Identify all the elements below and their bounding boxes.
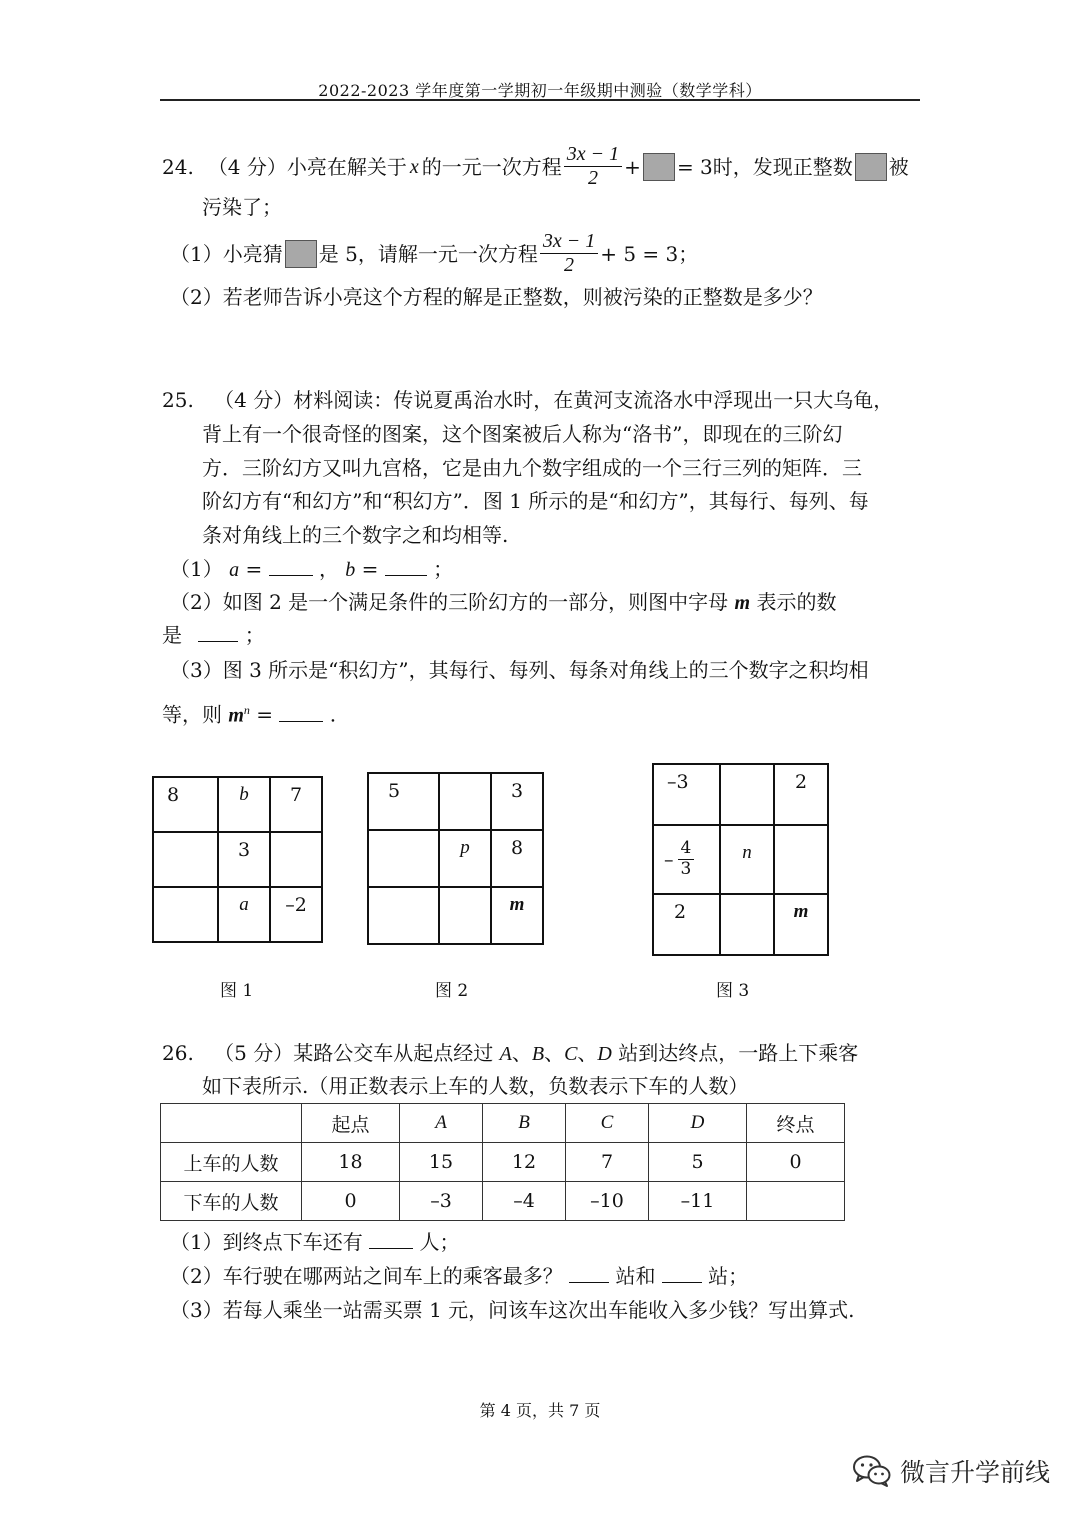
fig3-cell-fraction bbox=[653, 825, 720, 894]
q25-p2-end: ； bbox=[244, 623, 265, 647]
q26-sep: 、 bbox=[544, 1041, 565, 1065]
fig3-cell: m bbox=[774, 894, 828, 955]
q25-p1-end: ； bbox=[433, 557, 454, 581]
q25-p3-n: n bbox=[243, 703, 250, 717]
fig1-cell: 7 bbox=[270, 777, 322, 832]
q26-sep: 、 bbox=[511, 1041, 532, 1065]
q24-part1-fraction bbox=[540, 230, 598, 277]
q24-frac-num: 3x − 1 bbox=[564, 143, 622, 167]
q24-part1-frac-num: 3x − 1 bbox=[540, 230, 598, 254]
figure-2-magic-square bbox=[367, 772, 544, 945]
q24-part1-a: （1）小亮猜 bbox=[170, 241, 283, 266]
table-header-cell bbox=[161, 1104, 302, 1143]
stain-box bbox=[643, 153, 675, 181]
q24-fraction bbox=[564, 143, 622, 190]
q26-p2-and: 站和 bbox=[615, 1264, 656, 1288]
q25-line1 bbox=[162, 390, 893, 410]
fig2-cell: p bbox=[439, 830, 491, 887]
table-header-cell: 终点 bbox=[747, 1104, 845, 1143]
q25-p2-var-m: m bbox=[734, 592, 751, 614]
figure-2-caption: 图 2 bbox=[435, 981, 469, 1001]
q25-part2-line2 bbox=[162, 625, 265, 645]
q25-part1 bbox=[170, 559, 453, 580]
fig1-cell bbox=[153, 832, 218, 887]
table-row-label: 下车的人数 bbox=[161, 1182, 302, 1221]
fig1-cell bbox=[270, 832, 322, 887]
table-cell: 15 bbox=[400, 1143, 483, 1182]
fig2-cell: 8 bbox=[491, 830, 543, 887]
q25-part3-line1: （3）图 3 所示是“积幻方”，其每行、每列、每条对角线上的三个数字之积均相 bbox=[170, 658, 869, 682]
answer-blank-stop1[interactable] bbox=[569, 1282, 609, 1283]
q26-text-b: 站到达终点，一路上下乘客 bbox=[618, 1041, 859, 1065]
answer-blank-mn[interactable] bbox=[279, 721, 323, 722]
q25-line5: 条对角线上的三个数字之和均相等. bbox=[202, 523, 509, 547]
table-header-cell: D bbox=[649, 1104, 747, 1143]
fig2-cell: 3 bbox=[491, 773, 543, 830]
fig3-frac-den: 3 bbox=[680, 859, 692, 879]
q24-line1 bbox=[162, 143, 909, 190]
table-cell: –10 bbox=[566, 1182, 649, 1221]
fig1-cell: –2 bbox=[270, 887, 322, 942]
q25-p3-text: 等，则 bbox=[162, 702, 222, 727]
q25-p3-end: . bbox=[329, 702, 337, 727]
q25-p3-eq: = bbox=[256, 702, 280, 727]
q26-stop-d: D bbox=[597, 1043, 612, 1065]
table-cell bbox=[747, 1182, 845, 1221]
watermark-text: 微言升学前线 bbox=[899, 1458, 1050, 1487]
table-cell: 12 bbox=[483, 1143, 566, 1182]
fig3-cell: n bbox=[720, 825, 774, 894]
fig3-cell bbox=[774, 825, 828, 894]
fig2-cell bbox=[368, 887, 439, 944]
exam-title: 2022-2023 学年度第一学期初一年级期中测验（数学学科） bbox=[318, 81, 762, 100]
figure-1-magic-square bbox=[152, 776, 323, 943]
q24-line2: 污染了； bbox=[202, 195, 282, 219]
q25-line4: 阶幻方有“和幻方”和“积幻方”．图 1 所示的是“和幻方”，其每行、每列、每 bbox=[202, 489, 869, 513]
fig1-cell bbox=[153, 887, 218, 942]
bus-passenger-table bbox=[160, 1103, 845, 1221]
q24-text-d: 被 bbox=[888, 154, 909, 179]
fig3-cell bbox=[720, 764, 774, 825]
q25-p3-m: m bbox=[228, 704, 244, 727]
q25-eq-a: = bbox=[245, 557, 269, 581]
q26-part3: （3）若每人乘坐一站需买票 1 元，问该车这次出车能收入多少钱？写出算式. bbox=[170, 1298, 855, 1322]
figure-3-caption: 图 3 bbox=[716, 981, 750, 1001]
stain-box bbox=[285, 240, 317, 268]
fig1-cell: 8 bbox=[153, 777, 218, 832]
q25-eq-b: = bbox=[361, 557, 385, 581]
q25-number: 25. bbox=[162, 388, 194, 412]
table-row bbox=[161, 1182, 845, 1221]
table-header-cell: C bbox=[566, 1104, 649, 1143]
q25-part2-line1 bbox=[170, 592, 836, 613]
q26-part1 bbox=[170, 1232, 459, 1252]
q26-text-a: （5 分）某路公交车从起点经过 bbox=[214, 1041, 494, 1065]
fig1-cell: 3 bbox=[218, 832, 270, 887]
q25-var-a: a bbox=[229, 559, 240, 581]
q26-p2-end: 站； bbox=[708, 1264, 749, 1288]
q26-number: 26. bbox=[162, 1041, 194, 1065]
q26-p2-text: （2）车行驶在哪两站之间车上的乘客最多？ bbox=[170, 1264, 563, 1288]
table-cell: 0 bbox=[302, 1182, 400, 1221]
q26-stop-a: A bbox=[499, 1043, 512, 1065]
fig2-cell: 5 bbox=[368, 773, 439, 830]
fig3-frac-sign: – bbox=[664, 848, 674, 871]
header-divider bbox=[160, 99, 920, 101]
q24-part2: （2）若老师告诉小亮这个方程的解是正整数，则被污染的正整数是多少？ bbox=[170, 285, 823, 309]
q24-var-x: x bbox=[409, 155, 419, 178]
fig2-cell: m bbox=[491, 887, 543, 944]
table-cell: 18 bbox=[302, 1143, 400, 1182]
figure-3-magic-square bbox=[652, 763, 829, 956]
q24-part1-c: + 5 = 3； bbox=[600, 241, 699, 266]
q24-plus: + bbox=[624, 154, 641, 179]
q24-text-b: 的一元一次方程 bbox=[421, 154, 562, 179]
q25-part3-line2 bbox=[162, 704, 336, 726]
fig3-frac-num: 4 bbox=[678, 839, 695, 860]
watermark bbox=[852, 1453, 1050, 1489]
q25-line2: 背上有一个很奇怪的图案，这个图案被后人称为“洛书”，即现在的三阶幻 bbox=[202, 422, 843, 446]
q24-frac-den: 2 bbox=[587, 167, 598, 189]
q24-text-c: 时，发现正整数 bbox=[712, 154, 853, 179]
fig3-cell: 2 bbox=[653, 894, 720, 955]
table-header-cell: A bbox=[400, 1104, 483, 1143]
table-cell: –3 bbox=[400, 1182, 483, 1221]
stain-box bbox=[855, 153, 887, 181]
q26-p1-end: 人； bbox=[419, 1230, 460, 1254]
wechat-icon bbox=[852, 1454, 892, 1488]
q25-text: （4 分）材料阅读：传说夏禹治水时，在黄河支流洛水中浮现出一只大乌龟， bbox=[214, 388, 894, 412]
table-header-row bbox=[161, 1104, 845, 1143]
fig2-cell bbox=[439, 887, 491, 944]
fig1-cell: b bbox=[218, 777, 270, 832]
q24-part1 bbox=[170, 230, 698, 277]
q25-comma: ， bbox=[318, 557, 339, 581]
fig3-cell bbox=[720, 894, 774, 955]
table-cell: –4 bbox=[483, 1182, 566, 1221]
answer-blank-stop2[interactable] bbox=[662, 1282, 702, 1283]
fig2-cell bbox=[439, 773, 491, 830]
fig2-cell bbox=[368, 830, 439, 887]
q24-part1-frac-den: 2 bbox=[564, 254, 575, 276]
page-number: 第 4 页，共 7 页 bbox=[479, 1401, 601, 1420]
answer-blank-m[interactable] bbox=[198, 641, 238, 642]
table-cell: 5 bbox=[649, 1143, 747, 1182]
table-header-cell: 起点 bbox=[302, 1104, 400, 1143]
table-header-cell: B bbox=[483, 1104, 566, 1143]
q26-p1-text: （1）到终点下车还有 bbox=[170, 1230, 363, 1254]
q26-line2: 如下表所示.（用正数表示上车的人数，负数表示下车的人数） bbox=[202, 1074, 749, 1098]
answer-blank-terminal[interactable] bbox=[369, 1248, 413, 1249]
q24-text-a: 小亮在解关于 bbox=[286, 154, 407, 179]
table-row bbox=[161, 1143, 845, 1182]
fig3-cell: –3 bbox=[653, 764, 720, 825]
table-cell: 7 bbox=[566, 1143, 649, 1182]
q25-p1-label: （1） bbox=[170, 557, 223, 581]
figure-1-caption: 图 1 bbox=[220, 981, 254, 1001]
q25-line3: 方．三阶幻方又叫九宫格，它是由九个数字组成的一个三行三列的矩阵．三 bbox=[202, 456, 862, 480]
table-cell: 0 bbox=[747, 1143, 845, 1182]
q24-eq: = 3 bbox=[676, 154, 713, 179]
q24-number: 24. bbox=[162, 154, 194, 179]
fig3-cell: 2 bbox=[774, 764, 828, 825]
table-row-label: 上车的人数 bbox=[161, 1143, 302, 1182]
q26-stop-c: C bbox=[564, 1043, 578, 1065]
q26-stop-b: B bbox=[531, 1043, 545, 1065]
q24-score: （4 分） bbox=[207, 154, 287, 179]
fig1-cell: a bbox=[218, 887, 270, 942]
q24-part1-b: 是 5，请解一元一次方程 bbox=[318, 241, 538, 266]
q25-p2-text: （2）如图 2 是一个满足条件的三阶幻方的一部分，则图中字母 bbox=[170, 590, 729, 614]
answer-blank-b[interactable] bbox=[385, 575, 427, 576]
q26-sep: 、 bbox=[577, 1041, 598, 1065]
answer-blank-a[interactable] bbox=[269, 575, 313, 576]
table-cell: –11 bbox=[649, 1182, 747, 1221]
q25-var-b: b bbox=[345, 559, 356, 581]
q26-line1 bbox=[162, 1043, 858, 1064]
q26-part2 bbox=[170, 1266, 748, 1286]
q25-p2-is: 是 bbox=[162, 623, 182, 647]
q25-p2-text-end: 表示的数 bbox=[756, 590, 837, 614]
